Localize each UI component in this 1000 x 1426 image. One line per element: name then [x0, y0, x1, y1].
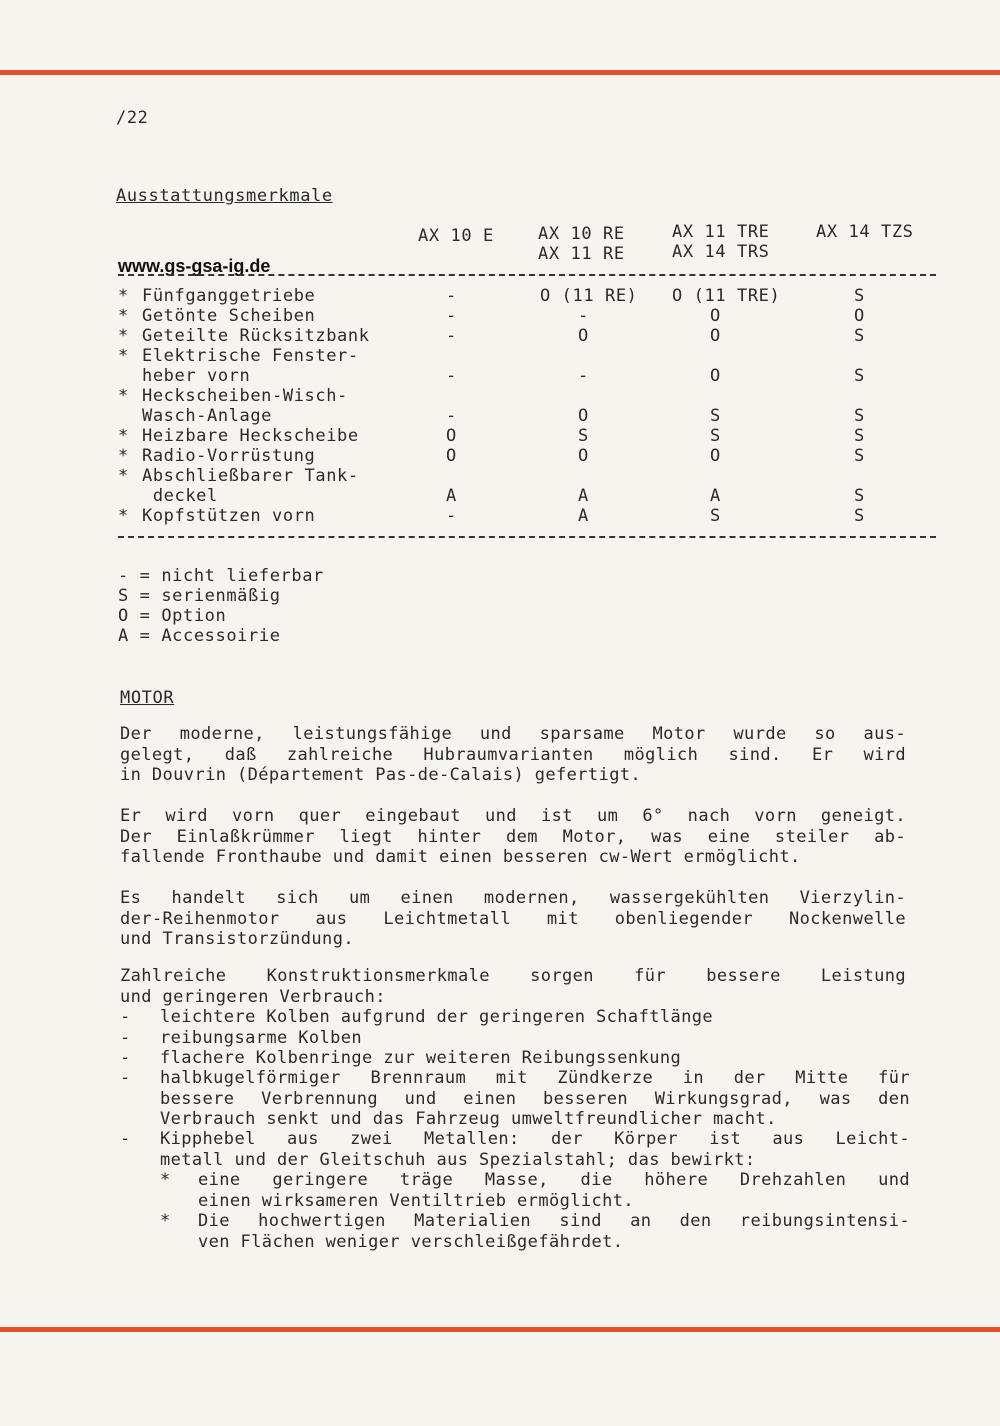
- paragraph-line: Zahlreiche Konstruktionsmerkmale sorgen für bessere Leistung: [120, 966, 906, 986]
- list-item-line: Verbrauch senkt und das Fahrzeug umweltfreundlicher macht.: [160, 1109, 777, 1129]
- cell-ax10e: -: [446, 406, 457, 426]
- sub-list-bullet: *: [160, 1211, 171, 1231]
- paragraph-line: und geringeren Verbrauch:: [120, 986, 386, 1007]
- top-red-rule: [0, 70, 1000, 75]
- cell-ax14tzs: O: [854, 306, 865, 326]
- row-bullet: *: [118, 306, 129, 326]
- legend-item: S = serienmäßig: [118, 586, 281, 606]
- list-bullet: -: [120, 1048, 131, 1068]
- row-label-continuation: deckel: [142, 486, 218, 506]
- cell-ax14tzs: S: [854, 486, 865, 506]
- paragraph-line: Er wird vorn quer eingebaut und ist um 6° nach vorn geneigt.: [120, 806, 906, 826]
- cell-ax10re: A: [578, 486, 589, 506]
- paragraph-line: Es handelt sich um einen modernen, wassergekühlten Vierzylin-: [120, 888, 906, 908]
- list-bullet: -: [120, 1028, 131, 1048]
- motor-paragraph: [120, 724, 906, 786]
- cell-ax14tzs: S: [854, 406, 865, 426]
- legend-item: A = Accessoirie: [118, 626, 281, 646]
- row-bullet: *: [118, 326, 129, 346]
- cell-ax10re: A: [578, 506, 589, 526]
- cell-ax14tzs: S: [854, 506, 865, 526]
- row-label: Heckscheiben-Wisch-: [142, 386, 348, 406]
- row-bullet: *: [118, 466, 129, 486]
- motor-title: MOTOR: [120, 688, 175, 708]
- cell-ax10re: -: [578, 306, 589, 326]
- row-bullet: *: [118, 346, 129, 366]
- row-label: Radio-Vorrüstung: [142, 446, 316, 466]
- paragraph-line: Der Einlaßkrümmer liegt hinter dem Motor, was eine steiler ab-: [120, 826, 906, 847]
- list-item-line: bessere Verbrennung und einen besseren Wirkungsgrad, was den: [160, 1088, 910, 1109]
- cell-ax10re: O (11 RE): [540, 286, 638, 306]
- row-label: Abschließbarer Tank-: [142, 466, 359, 486]
- column-header-3-line2: AX 14 TRS: [672, 242, 770, 262]
- cell-ax10e: -: [446, 326, 457, 346]
- cell-ax10e: -: [446, 286, 457, 306]
- row-label-continuation: Wasch-Anlage: [142, 406, 273, 426]
- sub-list-item-line: eine geringere träge Masse, die höhere Drehzahlen und: [198, 1170, 910, 1190]
- cell-ax10re: -: [578, 366, 589, 386]
- table-top-divider: [118, 274, 936, 276]
- table-bottom-divider: [118, 536, 936, 538]
- row-label: Getönte Scheiben: [142, 306, 316, 326]
- sub-list-item-line: Die hochwertigen Materialien sind an den reibungsintensi-: [198, 1211, 910, 1231]
- column-header-1: AX 10 E: [418, 226, 494, 246]
- cell-ax11tre: O: [710, 326, 721, 346]
- list-bullet: -: [120, 1068, 131, 1088]
- cell-ax14tzs: S: [854, 446, 865, 466]
- cell-ax11tre: O: [710, 306, 721, 326]
- list-item-line: metall und der Gleitschuh aus Spezialstahl; das bewirkt:: [160, 1149, 756, 1170]
- cell-ax14tzs: S: [854, 286, 865, 306]
- cell-ax10e: -: [446, 366, 457, 386]
- list-item: [120, 1068, 910, 1130]
- paragraph-line: der-Reihenmotor aus Leichtmetall mit obenliegender Nockenwelle: [120, 908, 906, 929]
- cell-ax10e: A: [446, 486, 457, 506]
- sub-list-item: [160, 1170, 910, 1212]
- page-number: /22: [116, 108, 149, 128]
- cell-ax11tre: O: [710, 366, 721, 386]
- bottom-red-rule: [0, 1327, 1000, 1332]
- list-item: [120, 1048, 910, 1069]
- paragraph-line: fallende Fronthaube und damit einen besseren cw-Wert ermöglicht.: [120, 847, 801, 867]
- row-label-continuation: heber vorn: [142, 366, 251, 386]
- list-item-line: leichtere Kolben aufgrund der geringeren Schaftlänge: [160, 1007, 714, 1027]
- motor-paragraph: [120, 806, 906, 868]
- website-watermark: www.gs-gsa-ig.de: [118, 256, 271, 276]
- list-item-line: halbkugelförmiger Brennraum mit Zündkerze in der Mitte für: [160, 1068, 910, 1088]
- list-bullet: -: [120, 1129, 131, 1149]
- sub-list-item-line: ven Flächen weniger verschleißgefährdet.: [198, 1231, 624, 1252]
- sub-list-item-line: einen wirksameren Ventiltrieb ermöglicht.: [198, 1190, 635, 1211]
- cell-ax11tre: A: [710, 486, 721, 506]
- row-bullet: *: [118, 506, 129, 526]
- cell-ax10re: O: [578, 446, 589, 466]
- cell-ax10e: O: [446, 426, 457, 446]
- column-header-3: AX 11 TRE: [672, 222, 770, 242]
- row-label: Fünfganggetriebe: [142, 286, 316, 306]
- cell-ax11tre: S: [710, 406, 721, 426]
- cell-ax10re: O: [578, 326, 589, 346]
- list-item: [120, 1007, 910, 1028]
- sub-list-item: [160, 1211, 910, 1253]
- cell-ax10re: S: [578, 426, 589, 446]
- list-item-line: Kipphebel aus zwei Metallen: der Körper ist aus Leicht-: [160, 1129, 910, 1149]
- motor-paragraph: [120, 888, 906, 950]
- list-item: [120, 1028, 910, 1049]
- legend-item: O = Option: [118, 606, 227, 626]
- paragraph-line: in Douvrin (Département Pas-de-Calais) gefertigt.: [120, 765, 642, 785]
- cell-ax14tzs: S: [854, 326, 865, 346]
- row-bullet: *: [118, 426, 129, 446]
- row-label: Elektrische Fenster-: [142, 346, 359, 366]
- cell-ax11tre: S: [710, 506, 721, 526]
- paragraph-line: und Transistorzündung.: [120, 929, 354, 949]
- cell-ax11tre: O (11 TRE): [672, 286, 781, 306]
- cell-ax14tzs: S: [854, 366, 865, 386]
- cell-ax14tzs: S: [854, 426, 865, 446]
- list-item-line: flachere Kolbenringe zur weiteren Reibungssenkung: [160, 1048, 682, 1068]
- legend-item: - = nicht lieferbar: [118, 566, 324, 586]
- cell-ax10re: O: [578, 406, 589, 426]
- column-header-4: AX 14 TZS: [816, 222, 914, 242]
- column-header-2: AX 10 RE: [538, 224, 625, 244]
- column-header-2-line2: AX 11 RE: [538, 244, 625, 264]
- motor-paragraph: [120, 966, 906, 1007]
- cell-ax10e: -: [446, 506, 457, 526]
- row-label: Kopfstützen vorn: [142, 506, 316, 526]
- paragraph-line: Der moderne, leistungsfähige und sparsame Motor wurde so aus-: [120, 724, 906, 744]
- paragraph-line: gelegt, daß zahlreiche Hubraumvarianten möglich sind. Er wird: [120, 744, 906, 765]
- features-title: Ausstattungsmerkmale: [116, 186, 333, 206]
- row-bullet: *: [118, 446, 129, 466]
- list-item-line: reibungsarme Kolben: [160, 1028, 363, 1048]
- cell-ax10e: O: [446, 446, 457, 466]
- row-label: Heizbare Heckscheibe: [142, 426, 359, 446]
- cell-ax10e: -: [446, 306, 457, 326]
- list-bullet: -: [120, 1007, 131, 1027]
- row-bullet: *: [118, 286, 129, 306]
- cell-ax11tre: O: [710, 446, 721, 466]
- list-item: [120, 1129, 910, 1171]
- row-label: Geteilte Rücksitzbank: [142, 326, 370, 346]
- cell-ax11tre: S: [710, 426, 721, 446]
- row-bullet: *: [118, 386, 129, 406]
- sub-list-bullet: *: [160, 1170, 171, 1190]
